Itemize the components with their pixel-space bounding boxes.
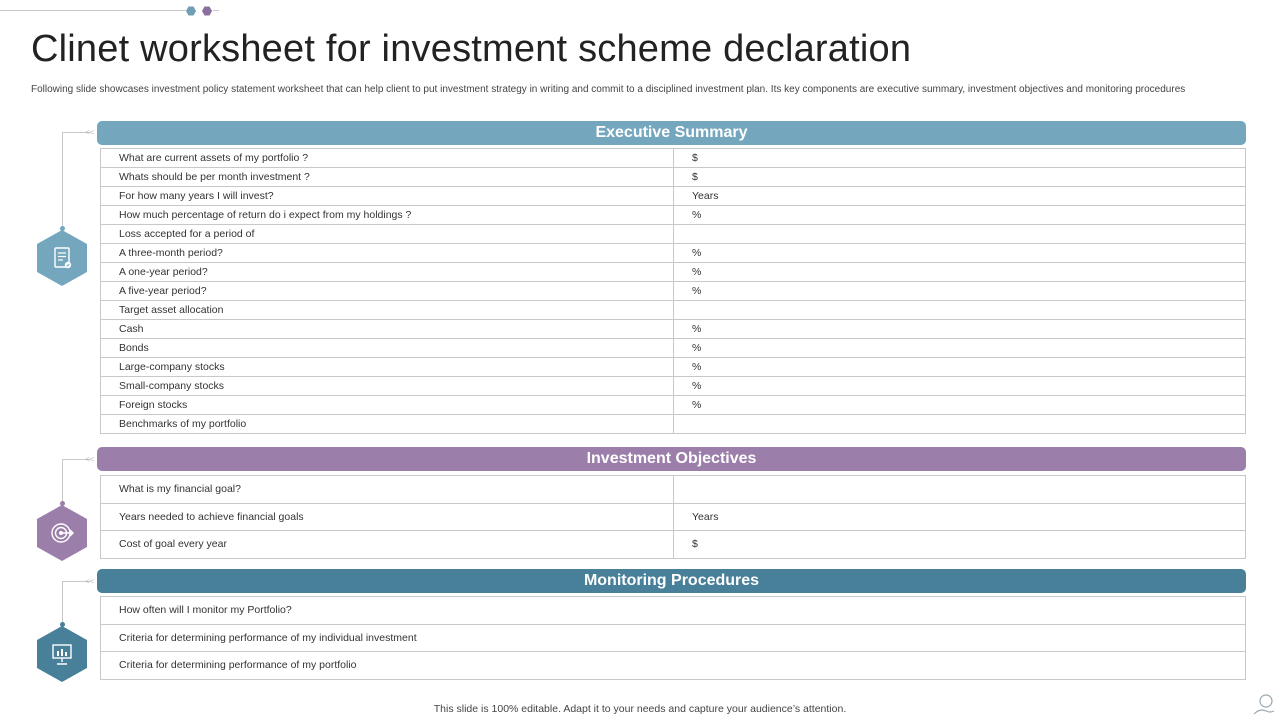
question-cell: Benchmarks of my portfolio: [101, 415, 674, 434]
value-cell[interactable]: [674, 476, 1246, 504]
question-cell: Cash: [101, 320, 674, 339]
question-cell: Years needed to achieve financial goals: [101, 503, 674, 531]
value-cell[interactable]: %: [674, 358, 1246, 377]
question-cell: Small-company stocks: [101, 377, 674, 396]
value-cell[interactable]: Years: [674, 503, 1246, 531]
table-row: [101, 187, 1246, 206]
objectives-hex: [37, 505, 87, 561]
question-cell: Large-company stocks: [101, 358, 674, 377]
connector-dot: [60, 226, 65, 231]
question-cell: Cost of goal every year: [101, 531, 674, 559]
connector-dot: [60, 501, 65, 506]
top-decor-line-end: [213, 10, 219, 11]
connector-dot: [60, 622, 65, 627]
page-title: Clinet worksheet for investment scheme declaration: [31, 28, 912, 70]
question-cell: What is my financial goal?: [101, 476, 674, 504]
table-row: [101, 149, 1246, 168]
table-row: [101, 244, 1246, 263]
value-cell[interactable]: Years: [674, 187, 1246, 206]
value-cell[interactable]: %: [674, 339, 1246, 358]
value-cell[interactable]: $: [674, 168, 1246, 187]
monitoring-hex: [37, 626, 87, 682]
table-row: [101, 377, 1246, 396]
table-row: [101, 415, 1246, 434]
table-row: [101, 225, 1246, 244]
table-row: [101, 168, 1246, 187]
question-cell: How much percentage of return do i expect from my holdings ?: [101, 206, 674, 225]
question-cell: Bonds: [101, 339, 674, 358]
connector-line: [62, 459, 63, 503]
table-row: [101, 476, 1246, 504]
executive-hex: [37, 230, 87, 286]
value-cell[interactable]: %: [674, 320, 1246, 339]
value-cell[interactable]: %: [674, 377, 1246, 396]
value-cell[interactable]: %: [674, 244, 1246, 263]
connector-arrow-icon: <<: [85, 128, 95, 137]
table-row: [101, 282, 1246, 301]
monitoring-procedures-header: Monitoring Procedures: [97, 569, 1246, 593]
table-row: [101, 301, 1246, 320]
table-row: [101, 396, 1246, 415]
question-cell: Loss accepted for a period of: [101, 225, 674, 244]
question-cell: Criteria for determining performance of my individual investment: [101, 624, 1246, 652]
value-cell[interactable]: $: [674, 531, 1246, 559]
value-cell[interactable]: [674, 301, 1246, 320]
table-row: [101, 597, 1246, 625]
hex-dot-purple: [202, 6, 212, 16]
value-cell[interactable]: [674, 225, 1246, 244]
value-cell[interactable]: [674, 415, 1246, 434]
value-cell[interactable]: %: [674, 396, 1246, 415]
table-row: [101, 503, 1246, 531]
question-cell: Criteria for determining performance of my portfolio: [101, 652, 1246, 680]
footer-note: This slide is 100% editable. Adapt it to your needs and capture your audience’s attention.: [433, 703, 847, 715]
question-cell: Whats should be per month investment ?: [101, 168, 674, 187]
table-row: [101, 624, 1246, 652]
table-row: [101, 339, 1246, 358]
table-row: [101, 206, 1246, 225]
table-row: [101, 320, 1246, 339]
top-decor-line: [0, 10, 186, 11]
investment-objectives-table: [100, 475, 1246, 559]
user-support-icon: [1252, 692, 1276, 716]
value-cell[interactable]: %: [674, 206, 1246, 225]
page-subtitle: Following slide showcases investment policy statement worksheet that can help client to put investment strategy in writing and commit to a disciplined investment plan. Its key components are executive summary, investment objectives and monitoring procedures: [31, 84, 1186, 95]
monitoring-procedures-table: [100, 596, 1246, 680]
connector-line: [62, 132, 63, 229]
hex-dot-blue: [186, 6, 196, 16]
document-icon: [48, 244, 76, 272]
table-row: [101, 531, 1246, 559]
table-row: [101, 263, 1246, 282]
executive-summary-table: [100, 148, 1246, 434]
question-cell: A one-year period?: [101, 263, 674, 282]
investment-objectives-header: Investment Objectives: [97, 447, 1246, 471]
table-row: [101, 358, 1246, 377]
table-row: [101, 652, 1246, 680]
presentation-chart-icon: [48, 640, 76, 668]
question-cell: A five-year period?: [101, 282, 674, 301]
question-cell: What are current assets of my portfolio ?: [101, 149, 674, 168]
question-cell: Target asset allocation: [101, 301, 674, 320]
value-cell[interactable]: %: [674, 282, 1246, 301]
question-cell: For how many years I will invest?: [101, 187, 674, 206]
question-cell: A three-month period?: [101, 244, 674, 263]
executive-summary-header: Executive Summary: [97, 121, 1246, 145]
connector-arrow-icon: <<: [85, 455, 95, 464]
value-cell[interactable]: %: [674, 263, 1246, 282]
connector-line: [62, 581, 63, 624]
connector-arrow-icon: <<: [85, 577, 95, 586]
target-icon: [48, 519, 76, 547]
value-cell[interactable]: $: [674, 149, 1246, 168]
question-cell: How often will I monitor my Portfolio?: [101, 597, 1246, 625]
question-cell: Foreign stocks: [101, 396, 674, 415]
